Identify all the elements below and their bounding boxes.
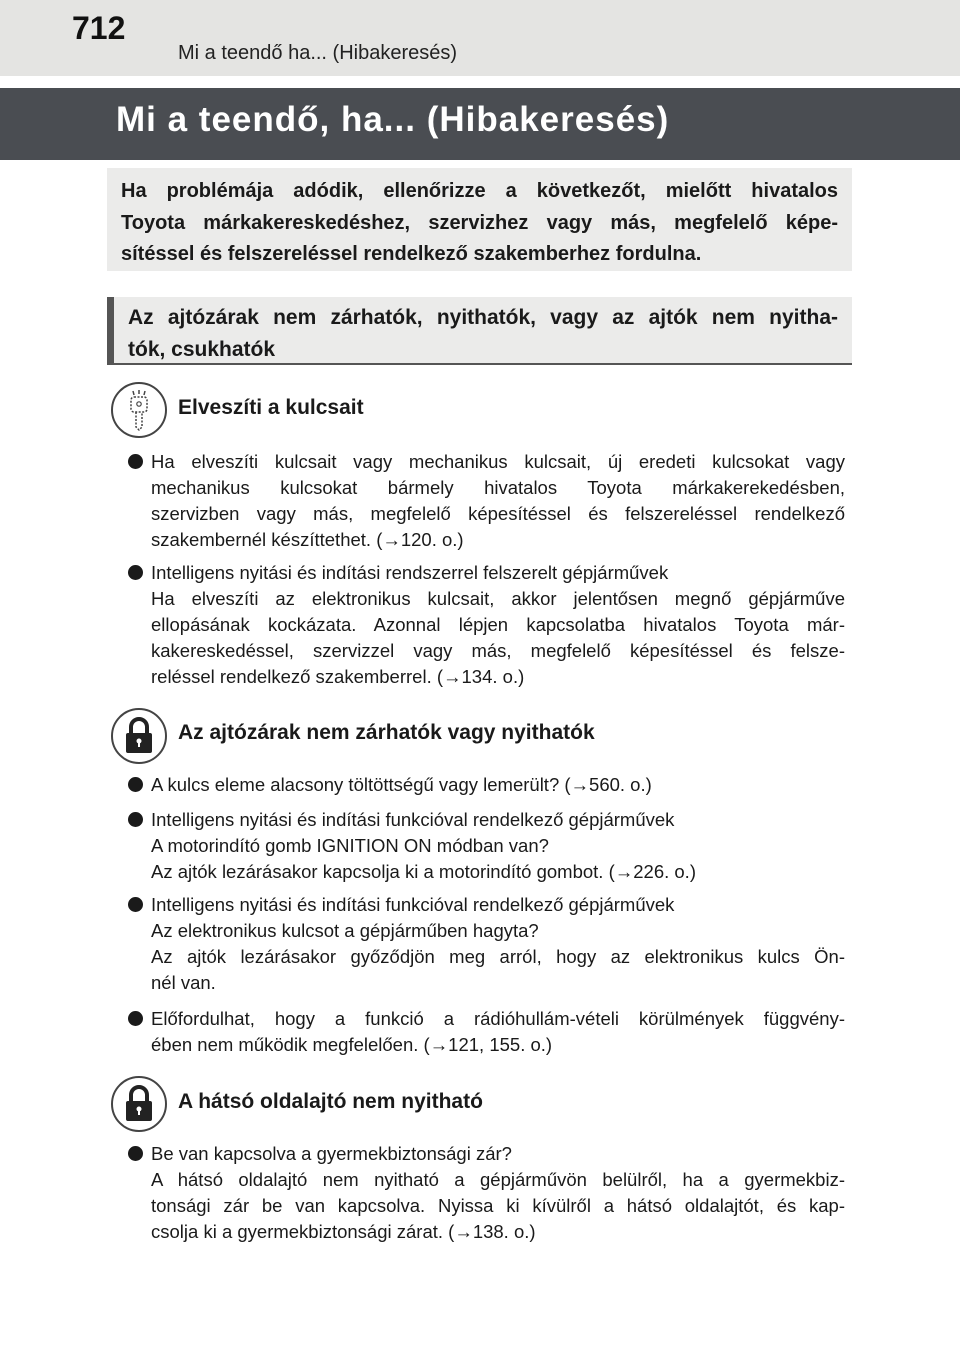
bullet-text-line: Az ajtók lezárásakor kapcsolja ki a motorindító gombot. (→226. o.) [151, 861, 696, 882]
bullet-dot [128, 1146, 143, 1161]
running-header-title: Mi a teendő ha... (Hibakeresés) [178, 42, 458, 64]
bullet-text-line: nél van. [151, 972, 216, 993]
bullet-text-line: kakereskedéssel, szervizzel vagy más, megfelelő képesítéssel és felsze- [151, 640, 845, 661]
bullet-text-line: A hátsó oldalajtó nem nyitható a gépjárművön belülről, ha a gyermekbiz- [151, 1169, 845, 1190]
subsection-heading: Az ajtózárak nem zárhatók vagy nyithatók [178, 721, 595, 744]
bullet-text-line: Intelligens nyitási és indítási funkcióval rendelkező gépjárművek [151, 894, 675, 915]
bullet-text-line: Ha elveszíti az elektronikus kulcsait, akkor jelentősen megnő gépjárműve [151, 588, 845, 609]
lock-icon [111, 708, 167, 764]
page-title: Mi a teendő, ha... (Hibakeresés) [116, 100, 670, 139]
bullet-text-line: Ha elveszíti kulcsait vagy mechanikus kulcsait, új eredeti kulcsokat vagy [151, 451, 845, 472]
bullet-text-line: tonsági zár be van kapcsolva. Nyissa ki kívülről a hátsó oldalajtót, és kap- [151, 1195, 845, 1216]
bullet-text-line: szakembernél készíttethet. (→120. o.) [151, 529, 464, 550]
bullet-text-line: csolja ki a gyermekbiztonsági zárat. (→138. o.) [151, 1221, 536, 1242]
key-icon [111, 382, 167, 438]
intro-line: Toyota márkakereskedéshez, szervizhez vagy más, megfelelő képe- [121, 211, 838, 234]
bullet-text-line: Intelligens nyitási és indítási rendszerrel felszerelt gépjárművek [151, 562, 669, 583]
bullet-text-line: Az ajtók lezárásakor győződjön meg arról, hogy az elektronikus kulcs Ön- [151, 946, 845, 967]
subsection-heading: A hátsó oldalajtó nem nyitható [178, 1090, 483, 1113]
bullet-dot [128, 454, 143, 469]
intro-box [107, 168, 852, 271]
bullet-dot [128, 565, 143, 580]
section-heading [107, 297, 852, 365]
section-title-line: tók, csukhatók [128, 338, 276, 361]
bullet-text-line: Előfordulhat, hogy a funkció a rádióhullám-vételi körülmények függvény- [151, 1008, 845, 1029]
bullet-text-line: Be van kapcsolva a gyermekbiztonsági zár? [151, 1143, 512, 1164]
page-number: 712 [72, 10, 126, 46]
bullet-text-line: ellopásának kockázata. Azonnal lépjen kapcsolatba hivatalos Toyota már- [151, 614, 845, 635]
intro-line: sítéssel és felszereléssel rendelkező szakemberhez fordulna. [121, 243, 702, 265]
page-header-bar [0, 0, 960, 76]
bullet-text-line: Intelligens nyitási és indítási funkcióval rendelkező gépjárművek [151, 809, 675, 830]
bullet-dot [128, 812, 143, 827]
bullet-dot [128, 897, 143, 912]
bullet-text-line: reléssel rendelkező szakemberrel. (→134. o.) [151, 666, 525, 687]
bullet-text-line: szervizben vagy más, megfelelő képesítéssel és felszereléssel rendelkező [151, 503, 845, 524]
bullet-text-line: A motorindító gomb IGNITION ON módban van? [151, 835, 549, 856]
bullet-text-line: mechanikus kulcsokat bármely hivatalos Toyota márkakerekedésben, [151, 477, 845, 498]
intro-line: Ha problémája adódik, ellenőrizze a következőt, mielőtt hivatalos [121, 180, 838, 202]
bullet-text-line: A kulcs eleme alacsony töltöttségű vagy lemerült? (→560. o.) [151, 774, 652, 795]
bullet-dot [128, 777, 143, 792]
bullet-text-line: Az elektronikus kulcsot a gépjárműben hagyta? [151, 920, 539, 941]
bullet-text-line: ében nem működik megfelelően. (→121, 155. o.) [151, 1034, 553, 1055]
lock-icon [111, 1076, 167, 1132]
bullet-dot [128, 1011, 143, 1026]
subsection-heading: Elveszíti a kulcsait [178, 396, 364, 419]
section-title-line: Az ajtózárak nem zárhatók, nyithatók, vagy az ajtók nem nyitha- [128, 306, 838, 329]
